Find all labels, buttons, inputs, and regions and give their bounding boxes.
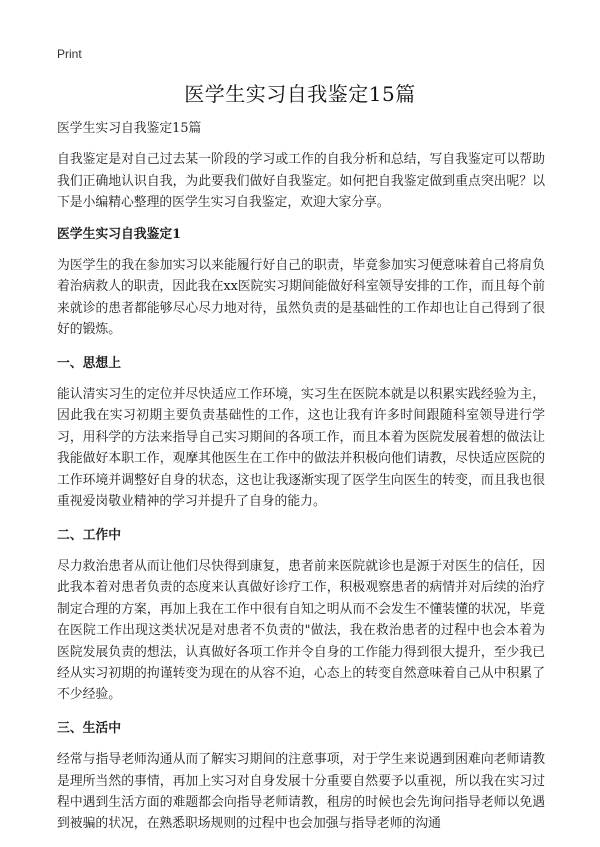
section-heading-1: 医学生实习自我鉴定1 [57,226,182,242]
heading-life: 三、生活中 [57,720,121,736]
life-paragraph: 经常与指导老师沟通从而了解实习期间的注意事项，对于学生来说遇到困难向老师请教是理所当然的事情，再加上实习对自身发展十分重要自然要予以重视，所以我在实习过程中遇到生活方面的难题都会向指导老师请教，租房的时候也会先询问指导老师以免遇到被骗的状况，在熟悉职场规则的过程中也会加强与指导老师的沟通 [57,752,545,832]
thought-paragraph: 能认清实习生的定位并尽快适应工作环境，实习生在医院本就是以积累实践经验为主，因此我在实习初期主要负责基础性的工作，这也让我有许多时间跟随科室领导进行学习，用科学的方法来指导自己实习期间的各项工作，而且本着为医院发展着想的做法让我能做好本职工作，观摩其他医生在工作中的做法并积极向他们请教，尽快适应医院的工作环境并调整好自身的状态，这也让我逐渐实现了医学生向医生的转变，而且我也很重视爱岗敬业精神的学习并提升了自身的能力。 [57,387,545,510]
page-title: 医学生实习自我鉴定15篇 [184,82,416,106]
print-link[interactable]: Print [57,47,82,61]
work-paragraph: 尽力救治患者从而让他们尽快得到康复，患者前来医院就诊也是源于对医生的信任，因此我本着对患者负责的态度来认真做好诊疗工作，积极观察患者的病情并对后续的治疗制定合理的方案，再加上我在工作中很有自知之明从而不会发生不懂装懂的状况，毕竟在医院工作出现这类状况是对患者不负责的"做法，我在救治患者的过程中也会本着为医院发展负责的想法，认真做好各项工作并令自身的工作能力得到很大提升，至少我已经从实习初期的拘谨转变为现在的从容不迫，心态上的转变自然意味着自己从中积累了不少经验。 [57,558,545,703]
heading-thought: 一、思想上 [57,355,121,371]
section1-paragraph: 为医学生的我在参加实习以来能履行好自己的职责，毕竟参加实习便意味着自己将肩负着治病救人的职责，因此我在xx医院实习期间能做好科室领导安排的工作，而且每个前来就诊的患者都能够尽心尽力地对待，虽然负责的是基础性的工作却也让自己得到了很好的锻炼。 [57,258,545,338]
article-body [57,118,545,847]
article-subtitle: 医学生实习自我鉴定15篇 [57,121,202,136]
heading-work: 二、工作中 [57,527,121,543]
intro-paragraph: 自我鉴定是对自己过去某一阶段的学习或工作的自我分析和总结，写自我鉴定可以帮助我们正确地认识自我，为此要我们做好自我鉴定。如何把自我鉴定做到重点突出呢？以下是小编精心整理的医学生实习自我鉴定，欢迎大家分享。 [57,152,545,211]
